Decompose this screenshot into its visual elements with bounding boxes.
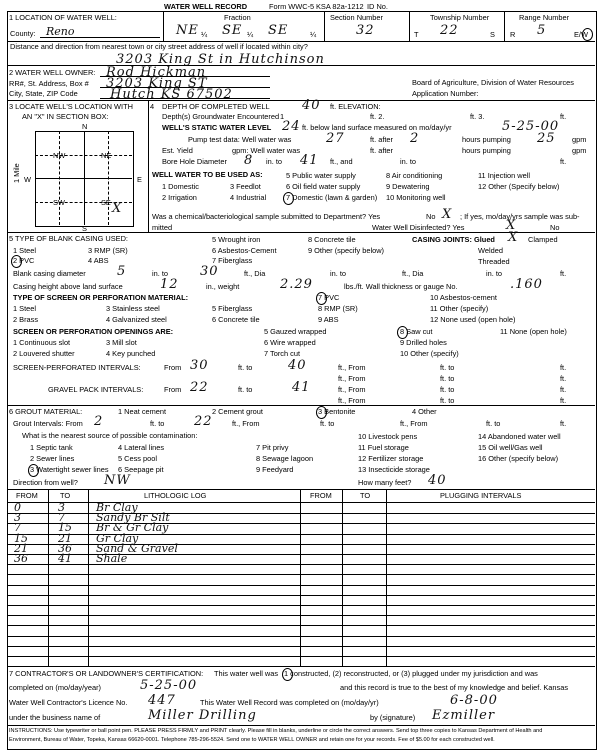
bore-value: 8 [244,153,254,168]
log-description: Sand & Gravel [96,541,178,555]
gauge-value: .160 [510,277,543,292]
use-1: 1 Domestic [162,182,199,191]
direction-label: Direction from well? [13,478,78,487]
divider [7,232,595,233]
divider [7,489,595,490]
section5-label: 5 TYPE OF BLANK CASING USED: [9,234,128,243]
static-date: 5-25-00 [502,119,560,134]
gravel-ft: ft. [560,385,567,394]
log-description: Br Clay [96,501,138,514]
source-3: 3 Watertight sewer lines [30,465,109,474]
section4-num: 4 [150,102,155,111]
use-7: 7 Domestic (lawn & garden) [286,193,378,202]
gravel-from: From [164,385,182,394]
casing-2: 2 PVC [13,256,35,265]
source-11: 11 Fuel storage [358,443,409,452]
divider [163,11,164,41]
use-10: 10 Monitoring well [386,193,446,202]
pump-gpm: 25 [537,131,556,146]
compass-s: S [82,224,87,233]
direction-value: NW [104,473,131,488]
plug-from-header: FROM [310,491,332,500]
quarter-mark: ¼ [310,30,317,39]
gw-3: ft. 3. [470,112,485,121]
source-12: 12 Fertilizer storage [358,454,424,463]
opening-6: 6 Wire wrapped [264,338,316,347]
lithologic-header: LITHOLOGIC LOG [144,491,207,500]
instructions-line1: INSTRUCTIONS: Use typewriter or ball point pen. PLEASE PRESS FIRMLY and PRINT clearly. Please fill in blanks, underline or circle the correct answers. Send top three copies to Kansas Department of Health and [9,728,543,734]
perf-to-value: 40 [288,358,307,373]
cert-text1: This water well was [214,669,279,678]
diameter-ftdia: ft., Dia [244,269,266,278]
diameter-ft: ft. [560,269,567,278]
yield-label2: gpm: Well water was [232,146,301,155]
perf-from2: ft., From [338,363,366,372]
fraction-q1: NE [176,23,199,38]
gravel-to: ft. to [238,385,253,394]
yield-hp: hours pumping [462,146,511,155]
casing-9: 9 Other (specify below) [308,246,384,255]
signature-label: by (signature) [370,713,416,722]
disinfected-mark: X [506,218,517,233]
casing-8: 8 Concrete tile [308,235,356,244]
diameter-ftdia2: ft., Dia [402,269,424,278]
col-line [386,489,387,666]
screen-6: 6 Concrete tile [212,315,260,324]
log-row-line [7,574,595,575]
feet-value: 40 [428,473,447,488]
gw-1: 1 [280,112,285,121]
grout-to2: ft. to [320,419,335,428]
gravel-to3: ft. to [440,396,455,405]
gw-label: Depth(s) Groundwater Encountered [162,112,280,121]
log-row-line [7,656,595,657]
grout-intervals-label: Grout Intervals: From [13,419,83,428]
pump-after: ft. after [370,135,394,144]
gravel-to-value: 41 [292,380,311,395]
compass-e: E [137,175,142,184]
grout-from2: ft., From [232,419,260,428]
grout-circle [316,406,327,419]
compass-n: N [82,122,88,131]
grout-3: 3 Bentonite [318,407,356,416]
log-to-value: 21 [58,531,72,545]
clamped-label: Clamped [528,235,558,244]
section1-label: 1 LOCATION OF WATER WELL: [9,13,117,22]
fraction-q3: SE [268,23,289,38]
screen-12: 12 None used (open hole) [430,315,516,324]
source-10: 10 Livestock pens [358,432,418,441]
log-to-header: TO [60,491,71,500]
elevation-label: ft. ELEVATION: [330,102,381,111]
disinfected-no: No [550,223,560,232]
log-to-value: 3 [58,501,65,514]
opening-5: 5 Gauzed wrapped [264,327,327,336]
opening-10: 10 Other (specify) [400,349,459,358]
use-4: 4 Industrial [230,193,267,202]
log-from-value: 0 [14,501,21,514]
ew-circle [582,28,593,41]
log-row-line [7,585,595,586]
log-description: Gr Clay [96,531,139,545]
static-label: WELL'S STATIC WATER LEVEL [162,123,272,132]
weight-value: 2.29 [280,277,313,292]
gauge-label: lbs./ft. Wall thickness or gauge No. [344,282,458,291]
quarter-mark: ¼ [247,30,254,39]
location-mark: X [112,201,123,216]
gw-ft: ft. [560,112,567,121]
weight-label: in., weight [206,282,240,291]
log-row-line [7,625,595,626]
depth-label: DEPTH OF COMPLETED WELL [162,102,270,111]
quarter-line [59,131,60,225]
completed-label: completed on (mo/day/year) [9,683,102,692]
casing-3: 3 RMP (SR) [88,246,128,255]
divider [7,725,595,726]
signature: Ezmiller [432,708,496,723]
section-box-line [35,178,132,179]
application-label: Application Number: [412,89,479,98]
perf-ft: ft. [560,363,567,372]
log-to-value: 41 [58,552,72,565]
business-name: Miller Drilling [148,708,257,723]
address-label: RR#, St. Address, Box # [9,79,89,88]
screen-5: 5 Fiberglass [212,304,253,313]
section6-label: 6 GROUT MATERIAL: [9,407,83,416]
contam-label: What is the nearest source of possible contamination: [22,431,198,440]
screen-4: 4 Galvanized steel [106,315,167,324]
source-13: 13 Insecticide storage [358,465,430,474]
business-label: under the business name of [9,713,101,722]
casing-4: 4 ABS [88,256,109,265]
log-row-line [7,646,595,647]
opening-11: 11 None (open hole) [500,327,567,336]
use-5: 5 Public water supply [286,171,356,180]
township-number: 22 [440,23,459,38]
city-label: City, State, ZIP Code [9,89,78,98]
county-label: County: [10,29,36,38]
quarter-mark: ¼ [201,30,208,39]
divider [504,11,505,41]
distance-label: Distance and direction from nearest town or city street address of well if located within city? [10,42,308,51]
board-label: Board of Agriculture, Division of Water Resources [412,78,574,87]
bore-and: ft., and [330,157,353,166]
log-from-value: 36 [14,552,28,565]
screen-1: 1 Steel [13,304,37,313]
diameter-value: 5 [117,264,127,279]
quadrant-nw: NW [53,151,66,160]
screen-8: 8 RMP (SR) [318,304,358,313]
chem-label: Was a chemical/bacteriological sample submitted to Department? Yes [152,212,381,221]
casing-6: 6 Asbestos-Cement [212,246,277,255]
divider [324,11,325,41]
licence-number: 447 [148,693,176,708]
record-date: 6-8-00 [450,693,498,708]
grout-to: ft. to [150,419,165,428]
divider [7,100,595,101]
log-from-value: 21 [14,541,28,555]
col-line [342,489,343,666]
source-15: 15 Oil well/Gas well [478,443,543,452]
log-from-value: 15 [14,531,28,545]
source-7: 7 Pit privy [256,443,289,452]
perf-from3: ft., From [338,374,366,383]
section3-label: 3 LOCATE WELL'S LOCATION WITH [9,102,133,111]
opening-3: 3 Mill slot [106,338,137,347]
static-label2: ft. below land surface measured on mo/day/yr [302,123,452,132]
range-ew: E/W [574,30,588,39]
opening-4: 4 Key punched [106,349,156,358]
grout-1: 1 Neat cement [118,407,167,416]
casing-circle [11,255,22,268]
grout-to3: ft. to [486,419,501,428]
gravel-from-value: 22 [190,380,209,395]
perf-label: SCREEN-PERFORATED INTERVALS: [13,363,141,372]
log-description: Shale [96,552,128,565]
gravel-label: GRAVEL PACK INTERVALS: [48,385,144,394]
source-1: 1 Septic tank [30,443,73,452]
quadrant-sw: SW [53,198,65,207]
source-2: 2 Sewer lines [30,454,75,463]
grout-to-value: 22 [194,414,213,429]
range-label: Range Number [519,13,570,22]
cert-text3: This Water Well Record was completed on (mo/day/yr) [200,698,379,707]
use-3: 3 Feedlot [230,182,261,191]
pump-value: 27 [326,131,345,146]
screen-3: 3 Stainless steel [106,304,160,313]
source-8: 8 Sewage lagoon [256,454,314,463]
log-row-line [7,615,595,616]
range-r: R [510,30,516,39]
col-line [48,489,49,666]
feet-label: How many feet? [358,478,412,487]
use-2: 2 Irrigation [162,193,197,202]
log-from-header: FROM [16,491,38,500]
source-5: 5 Cess pool [118,454,158,463]
opening-9: 9 Drilled holes [400,338,447,347]
form-number: Form WWC-5 [269,2,315,11]
gw-2: ft. 2. [370,112,385,121]
chem-no-mark: X [442,207,453,222]
grout-2: 2 Cement grout [212,407,263,416]
opening-8: 8 Saw cut [400,327,433,336]
log-from-value: 3 [14,511,21,525]
grout-ft: ft. [560,419,567,428]
owner-city: Hutch KS 67502 [110,87,233,102]
grout-from: 2 [94,414,104,429]
distance-value: 3203 King St in Hutchinson [116,52,325,67]
bore-to: 41 [300,153,319,168]
line [100,76,270,77]
opening-7: 7 Torch cut [264,349,301,358]
compass-w: W [24,175,31,184]
source-16: 16 Other (specify below) [478,454,559,463]
divider [7,405,595,406]
casing-5: 5 Wrought iron [212,235,261,244]
section7-label: 7 CONTRACTOR'S OR LANDOWNER'S CERTIFICATION: [9,669,204,678]
fraction-q2: SE [222,23,243,38]
divider [409,11,410,41]
section-number: 32 [356,23,375,38]
township-label: Township Number [430,13,490,22]
log-description: Br & Gr Clay [96,521,169,535]
divider [148,100,149,232]
log-row-line [7,595,595,596]
id-label: ID No. [367,2,388,11]
township-t: T [414,30,419,39]
bore-in-to: in. to [266,157,283,166]
gravel-from3: ft., From [338,396,366,405]
log-from-value: 7 [14,521,21,535]
openings-label: SCREEN OR PERFORATION OPENINGS ARE: [13,327,174,336]
screen-11: 11 Other (specify) [430,304,489,313]
ksa-number: KSA 82a-1212 [316,2,364,11]
source-4: 4 Lateral lines [118,443,165,452]
line [100,98,270,99]
screen-10: 10 Asbestos-cement [430,293,497,302]
bore-ft: ft. [560,157,567,166]
col-line [88,489,89,666]
use-8: 8 Air conditioning [386,171,443,180]
section2-label: 2 WATER WELL OWNER: [9,68,96,77]
plugging-header: PLUGGING INTERVALS [440,491,522,500]
screen-2: 2 Brass [13,315,39,324]
instructions-line2: Environment, Bureau of Water, Topeka, Kansas 66620-0001. Telephone 785-296-5524. Send one to WATER WELL OWNER and retain one for your records. Fee of $5.00 for each constructed well. [9,737,495,743]
diameter-label: Blank casing diameter [13,269,86,278]
chem-no: No [426,212,436,221]
pump-hours: 2 [410,131,420,146]
disinfected-label: Water Well Disinfected? Yes [372,223,465,232]
joints-label: CASING JOINTS: Glued [412,235,495,244]
perf-from-value: 30 [190,358,209,373]
gravel-to2: ft. to [440,385,455,394]
section3-label2: AN "X" IN SECTION BOX: [22,112,109,121]
source-9: 9 Feedyard [256,465,294,474]
township-s: S [490,30,495,39]
diameter-in-to2: in. to [330,269,347,278]
line [100,87,270,88]
use-circle [283,192,294,205]
fraction-label: Fraction [224,13,251,22]
quarter-line [35,155,132,156]
gpm-label: gpm [572,146,587,155]
log-row-line [7,605,595,606]
range-number: 5 [537,23,547,38]
log-description: Sandy Br Silt [96,511,170,525]
casing-7: 7 Fiberglass [212,256,253,265]
yield-after: ft. after [370,146,394,155]
log-to-value: 7 [58,511,65,525]
use-6: 6 Oil field water supply [286,182,361,191]
perf-to: ft. to [238,363,253,372]
cert-text1b: 1 constructed, (2) reconstructed, or (3) plugged under my jurisdiction and was [284,669,538,678]
height-label: Casing height above land surface [13,282,123,291]
plug-to-header: TO [360,491,371,500]
use-12: 12 Other (Specify below) [478,182,560,191]
bore-label: Bore Hole Diameter [162,157,227,166]
divider [7,666,595,667]
yield-label: Est. Yield [162,146,193,155]
quarter-line [108,131,109,225]
opening-1: 1 Continuous slot [13,338,71,347]
perf-ft2: ft. [560,374,567,383]
log-row-line [7,636,595,637]
screen-7: 7 PVC [318,293,340,302]
pump-hp: hours pumping [462,135,511,144]
perf-to2: ft. to [440,363,455,372]
owner-address: 3203 King ST [106,76,208,91]
divider [7,65,595,66]
county-value: Reno [46,25,75,38]
cert-text2: and this record is true to the best of my knowledge and belief. Kansas [340,683,569,692]
depth-value: 40 [302,98,321,113]
diameter-in-to: in. to [152,269,169,278]
log-to-value: 36 [58,541,72,555]
diameter-to: 30 [200,264,219,279]
form-title: WATER WELL RECORD [164,2,248,11]
screen-9: 9 ABS [318,315,339,324]
log-to-value: 15 [58,521,72,535]
section-number-label: Section Number [330,13,383,22]
mile-label: 1 Mile [12,163,21,183]
use-11: 11 Injection well [478,171,531,180]
perf-to3: ft. to [440,374,455,383]
completed-date: 5-25-00 [140,678,198,693]
glued-mark: X [508,230,519,245]
source-circle [28,464,39,477]
perf-from: From [164,363,182,372]
static-value: 24 [282,119,301,134]
grout-from3: ft., From [400,419,428,428]
pump-label: Pump test data: Well water was [188,135,292,144]
gravel-ft2: ft. [560,396,567,405]
source-14: 14 Abandoned water well [478,432,561,441]
quadrant-se: SE [101,198,111,207]
mitted: mitted [152,223,173,232]
screen-label: TYPE OF SCREEN OR PERFORATION MATERIAL: [13,293,189,302]
gravel-from2: ft., From [338,385,366,394]
height-value: 12 [160,277,179,292]
diameter-in-to3: in. to [486,269,503,278]
grout-4: 4 Other [412,407,437,416]
welded-label: Welded [478,246,503,255]
casing-1: 1 Steel [13,246,37,255]
opening-2: 2 Louvered shutter [13,349,75,358]
constructed-circle [282,668,293,681]
gpm-label: gpm [572,135,587,144]
use-9: 9 Dewatering [386,182,430,191]
bore-in-to2: in. to [400,157,417,166]
threaded-label: Threaded [478,257,510,266]
quadrant-ne: NE [101,151,112,160]
chem-ifyes: ; If yes, mo/day/yrs sample was sub- [460,212,580,221]
county-line [40,37,160,38]
owner-name: Rod Hickman [106,65,207,80]
licence-label: Water Well Contractor's Licence No. [9,698,128,707]
col-line [300,489,301,666]
use-label: WELL WATER TO BE USED AS: [152,170,263,179]
source-6: 6 Seepage pit [118,465,164,474]
